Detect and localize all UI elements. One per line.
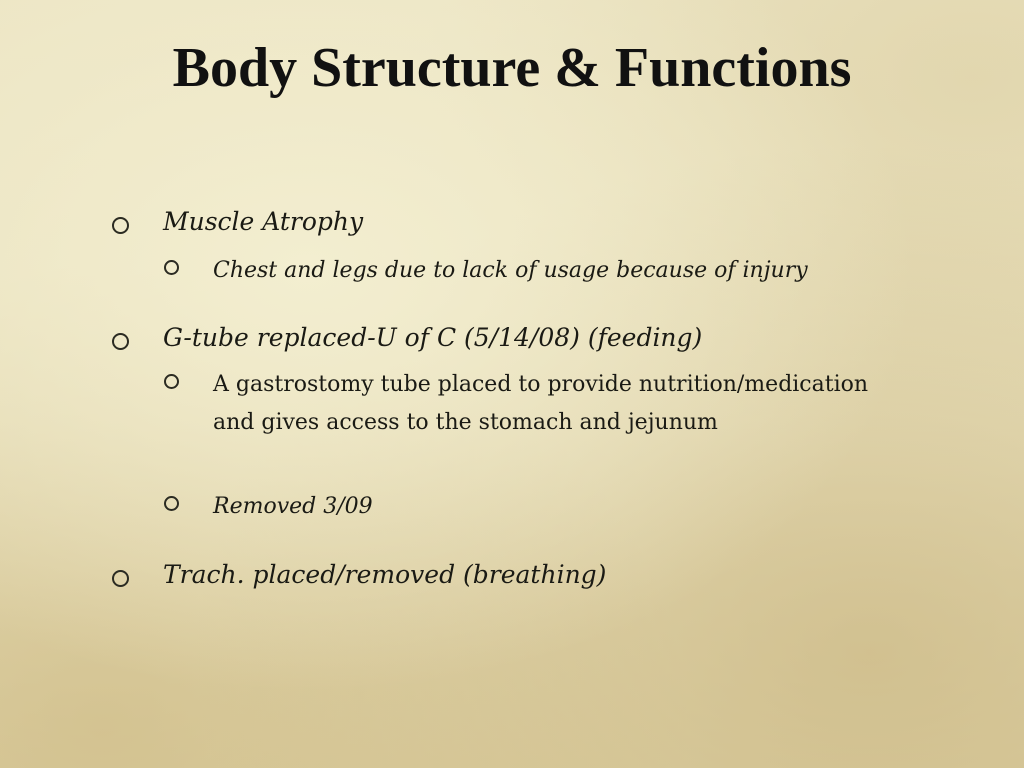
sub-bullet-ring-icon (164, 374, 179, 389)
bullet-ring-icon (112, 570, 129, 587)
bullet-item-trach (112, 558, 606, 592)
bullet-item-muscle-atrophy (112, 205, 363, 239)
bullet-ring-icon (112, 217, 129, 234)
bullet-text: Muscle Atrophy (163, 207, 364, 236)
sub-bullet-item-chest-legs (164, 252, 808, 290)
sub-bullet-item-gastrostomy (164, 366, 873, 442)
bullet-item-g-tube (112, 321, 702, 355)
bullet-ring-icon (112, 333, 129, 350)
bullet-text: G-tube replaced-U of C (5/14/08) (feeding) (163, 323, 703, 352)
sub-bullet-text: A gastrostomy tube placed to provide nutrition/medication and gives access to the stomach and jejunum (213, 372, 869, 435)
bullet-text: Trach. placed/removed (breathing) (163, 560, 607, 589)
sub-bullet-ring-icon (164, 260, 179, 275)
sub-bullet-item-removed (164, 488, 373, 526)
slide-title: Body Structure & Functions (172, 37, 852, 99)
sub-bullet-text: Chest and legs due to lack of usage because of injury (213, 258, 808, 283)
sub-bullet-ring-icon (164, 496, 179, 511)
sub-bullet-text: Removed 3/09 (213, 494, 373, 519)
